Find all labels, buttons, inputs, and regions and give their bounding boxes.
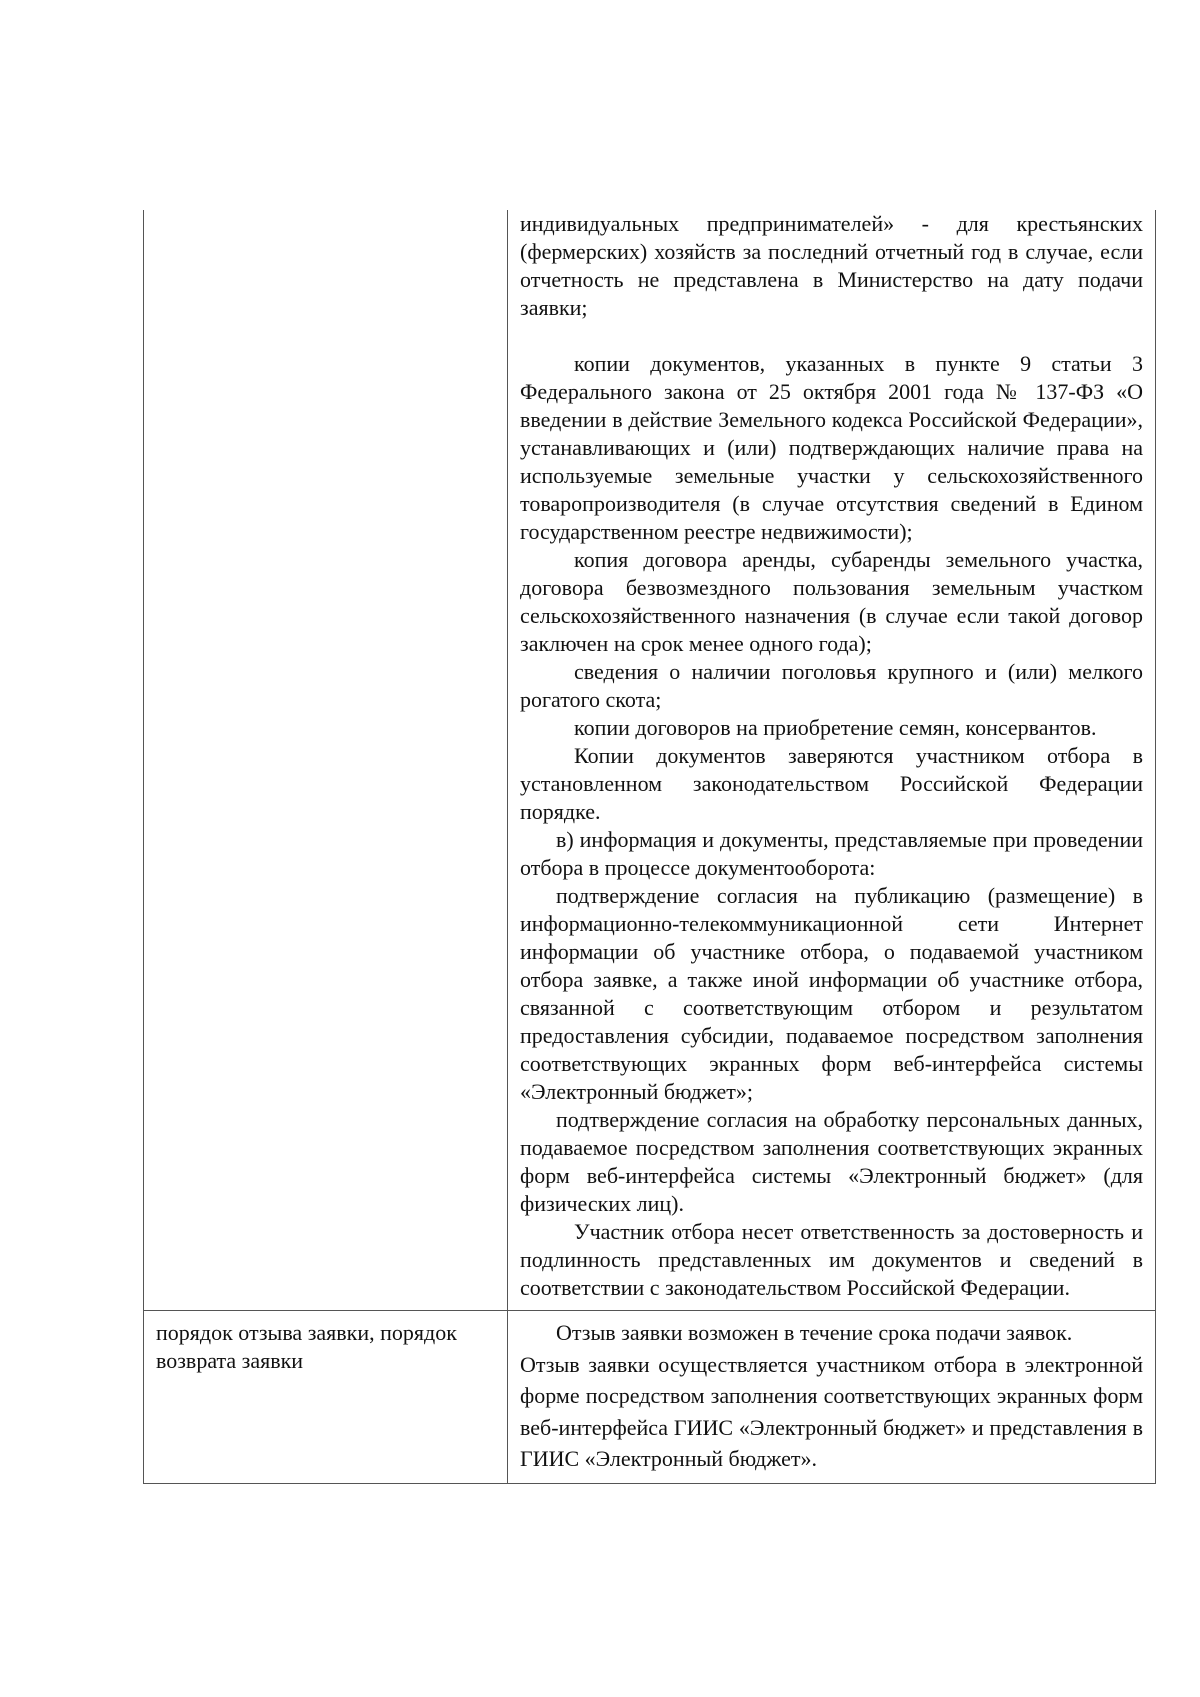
paragraph-revocation-period: Отзыв заявки возможен в течение срока подачи заявок. [556, 1320, 1073, 1345]
paragraph-ip-reporting: индивидуальных предпринимателей» - для крестьянских (фермерских) хозяйств за последний отчетный год в случае, если отчетность не представлена в Министерство на дату подачи заявки; [520, 211, 1143, 320]
paragraph-land-documents: копии документов, указанных в пункте 9 статьи 3 Федерального закона от 25 октября 2001 года № 137-ФЗ «О введении в действие Земельного кодекса Российской Федерации», устанавливающих и (или) подтверждающих наличие права на используемые земельные участки у сельскохозяйственного товаропроизводителя (в случае отсутствия сведений в Едином государственном реестре недвижимости); [520, 351, 1143, 544]
paragraph-personal-data-consent: подтверждение согласия на обработку персональных данных, подаваемое посредством заполнения соответствующих экранных форм веб-интерфейса системы «Электронный бюджет» (для физических лиц). [520, 1107, 1143, 1216]
paragraph-lease-contract: копия договора аренды, субаренды земельного участка, договора безвозмездного пользования земельным участком сельскохозяйственного назначения (в случае если такой договор заключен на срок менее одного года); [520, 547, 1143, 656]
row-label-empty [144, 210, 508, 1311]
paragraph-item-v: в) информация и документы, представляемые при проведении отбора в процессе документооборота: [520, 827, 1143, 880]
paragraph-certification: Копии документов заверяются участником отбора в установленном законодательством Российской Федерации порядке. [520, 743, 1143, 824]
paragraph-seed-contracts: копии договоров на приобретение семян, консервантов. [574, 715, 1097, 740]
paragraph-publication-consent: подтверждение согласия на публикацию (размещение) в информационно-телекоммуникационной сети Интернет информации об участнике отбора, о подаваемой участником отбора заявке, а также иной информации об участнике отбора, связанной с соответствующим отбором и результатом предоставления субсидии, подаваемое посредством заполнения соответствующих экранных форм веб-интерфейса системы «Электронный бюджет»; [520, 883, 1143, 1104]
row-content-documents [508, 210, 1156, 1311]
requirements-table [143, 210, 1156, 1484]
table-row-documents-continuation [144, 210, 1156, 1311]
paragraph-revocation-procedure: Отзыв заявки осуществляется участником отбора в электронной форме посредством заполнения соответствующих экранных форм веб-интерфейса ГИИС «Электронный бюджет» и представления в ГИИС «Электронный бюджет». [520, 1351, 1143, 1471]
paragraph-livestock-info: сведения о наличии поголовья крупного и (или) мелкого рогатого скота; [520, 659, 1143, 712]
row-content-revocation [508, 1311, 1156, 1484]
paragraph-responsibility: Участник отбора несет ответственность за достоверность и подлинность представленных им документов и сведений в соответствии с законодательством Российской Федерации. [520, 1219, 1143, 1300]
table-row-application-revocation [144, 1311, 1156, 1484]
row-label-revocation: порядок отзыва заявки, порядок возврата заявки [144, 1311, 508, 1484]
